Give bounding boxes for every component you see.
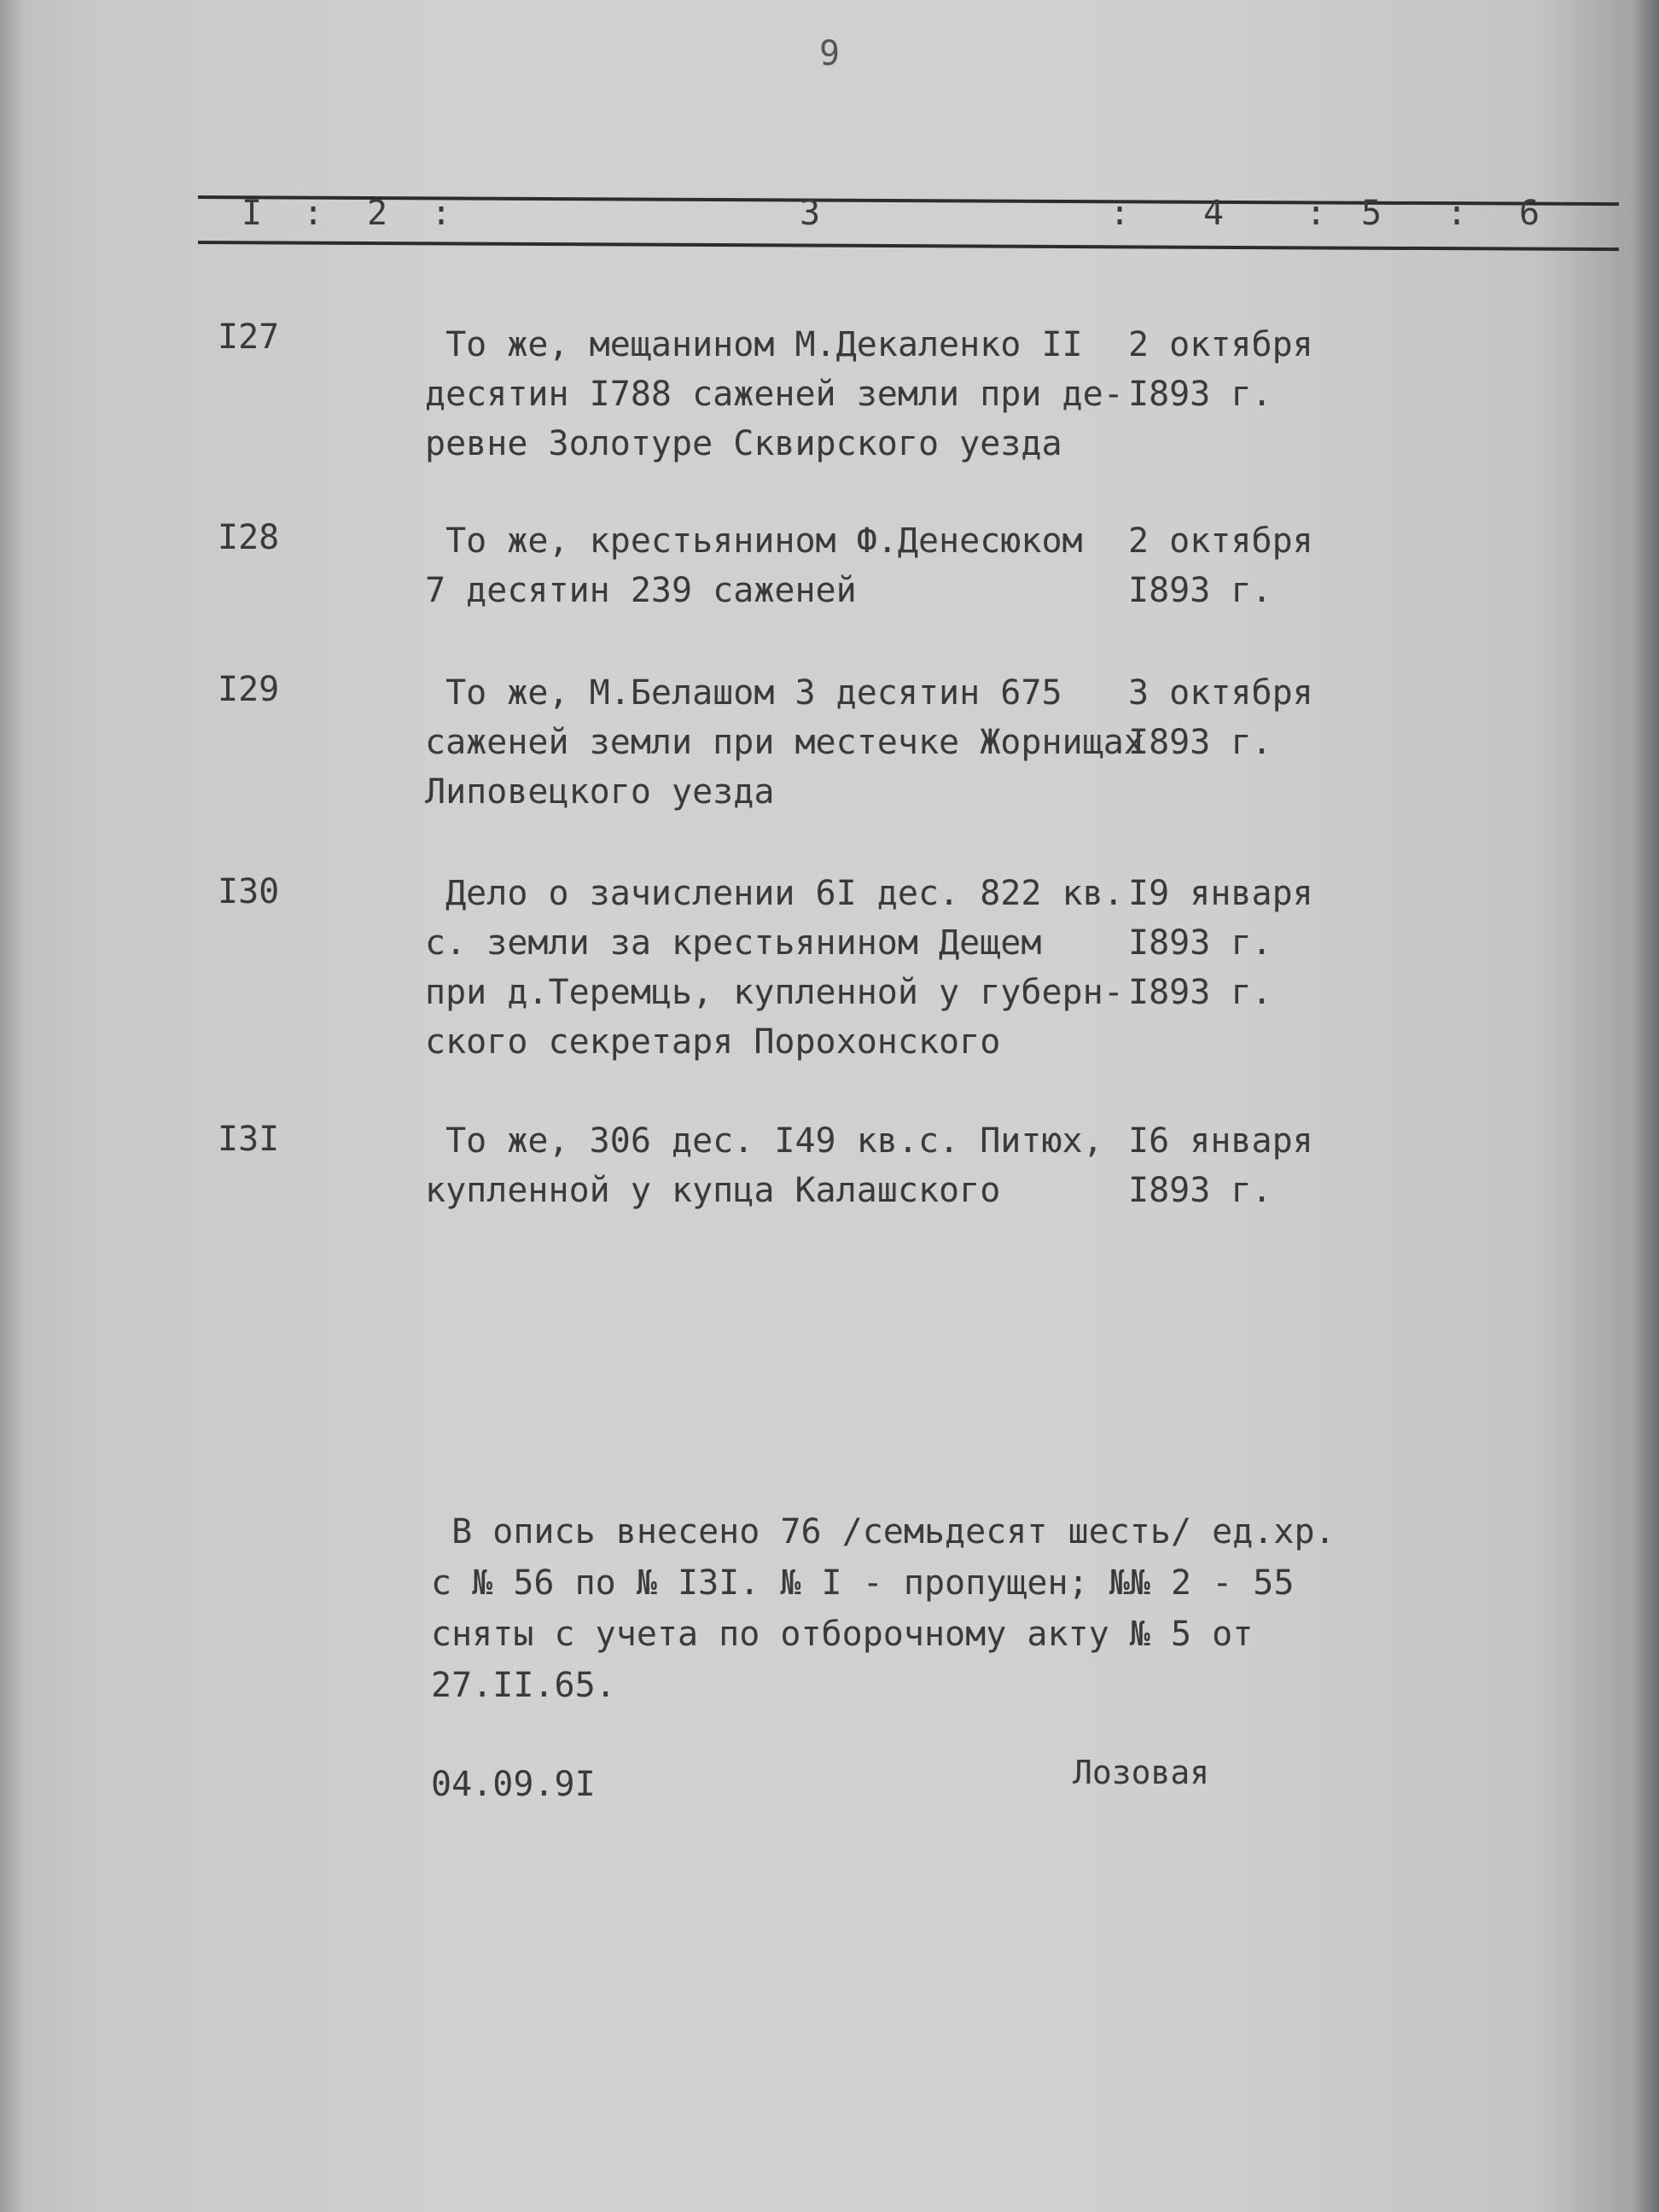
date-line: 3 октября xyxy=(1128,673,1313,713)
date-line: I9 января xyxy=(1128,874,1313,913)
date-line: I893 г. xyxy=(1128,723,1272,762)
entry-description xyxy=(425,1116,1133,1215)
date-line: 2 октября xyxy=(1128,521,1313,561)
column-separator: : xyxy=(1447,194,1468,233)
column-separator: : xyxy=(431,194,452,233)
entry-number: I29 xyxy=(218,670,280,709)
entry-date xyxy=(1128,320,1333,419)
entry-date xyxy=(1128,869,1333,1017)
entry-date xyxy=(1128,668,1333,767)
table-header-bottom-rule xyxy=(198,241,1619,251)
page-right-edge xyxy=(1633,0,1659,2212)
description-line: 7 десятин 239 саженей xyxy=(425,571,857,610)
column-header-6: 6 xyxy=(1519,194,1540,233)
column-separator: : xyxy=(1306,194,1327,233)
date-line: I6 января xyxy=(1128,1121,1313,1161)
description-line: Липовецкого уезда xyxy=(425,772,775,812)
summary-line: В опись внесено 76 /семьдесят шесть/ ед.хр. xyxy=(431,1512,1336,1551)
entry-number: I27 xyxy=(218,317,280,357)
entry-number: I3I xyxy=(218,1120,280,1159)
entry-number: I28 xyxy=(218,518,280,557)
description-line: Дело о зачислении 6I дес. 822 кв. xyxy=(425,874,1124,913)
date-line: I893 г. xyxy=(1128,375,1272,414)
column-header-3: 3 xyxy=(800,194,821,233)
signature-name: Лозовая xyxy=(1073,1754,1210,1791)
entry-description xyxy=(425,516,1133,615)
date-line: I893 г. xyxy=(1128,571,1272,610)
description-line: То же, крестьянином Ф.Денесюком xyxy=(425,521,1083,561)
summary-line: 27.II.65. xyxy=(431,1666,616,1705)
description-line: ского секретаря Порохонского xyxy=(425,1022,1001,1062)
entry-description xyxy=(425,869,1133,1067)
description-line: ревне Золотуре Сквирского уезда xyxy=(425,424,1062,463)
description-line: при д.Теремць, купленной у губерн- xyxy=(425,973,1124,1012)
page-left-shadow xyxy=(0,0,26,2212)
document-date: 04.09.9I xyxy=(431,1765,596,1804)
description-line: купленной у купца Калашского xyxy=(425,1171,1001,1210)
description-line: То же, 306 дес. I49 кв.с. Питюх, xyxy=(425,1121,1103,1161)
description-line: То же, мещанином М.Декаленко II xyxy=(425,325,1083,364)
date-line: I893 г. xyxy=(1128,973,1272,1012)
column-separator: : xyxy=(303,194,324,233)
column-header-1: I xyxy=(242,194,263,233)
column-header-5: 5 xyxy=(1361,194,1382,233)
date-line: I893 г. xyxy=(1128,923,1272,963)
entry-number: I30 xyxy=(218,872,280,911)
column-header-4: 4 xyxy=(1203,194,1225,233)
page-number: 9 xyxy=(819,34,841,73)
date-line: 2 октября xyxy=(1128,325,1313,364)
column-header-2: 2 xyxy=(367,194,388,233)
description-line: саженей земли при местечке Жорнищах xyxy=(425,723,1144,762)
entry-date xyxy=(1128,1116,1333,1215)
summary-line: сняты с учета по отборочному акту № 5 от xyxy=(431,1615,1254,1654)
entry-description xyxy=(425,320,1133,469)
inventory-summary xyxy=(431,1506,1336,1711)
column-separator: : xyxy=(1109,194,1131,233)
entry-date xyxy=(1128,516,1333,615)
table-header-top-rule xyxy=(198,195,1619,206)
date-line: I893 г. xyxy=(1128,1171,1272,1210)
entry-description xyxy=(425,668,1144,817)
description-line: с. земли за крестьянином Дещем xyxy=(425,923,1042,963)
description-line: То же, М.Белашом 3 десятин 675 xyxy=(425,673,1062,713)
description-line: десятин I788 саженей земли при де- xyxy=(425,375,1124,414)
summary-line: с № 56 по № I3I. № I - пропущен; №№ 2 - 55 xyxy=(431,1563,1295,1603)
